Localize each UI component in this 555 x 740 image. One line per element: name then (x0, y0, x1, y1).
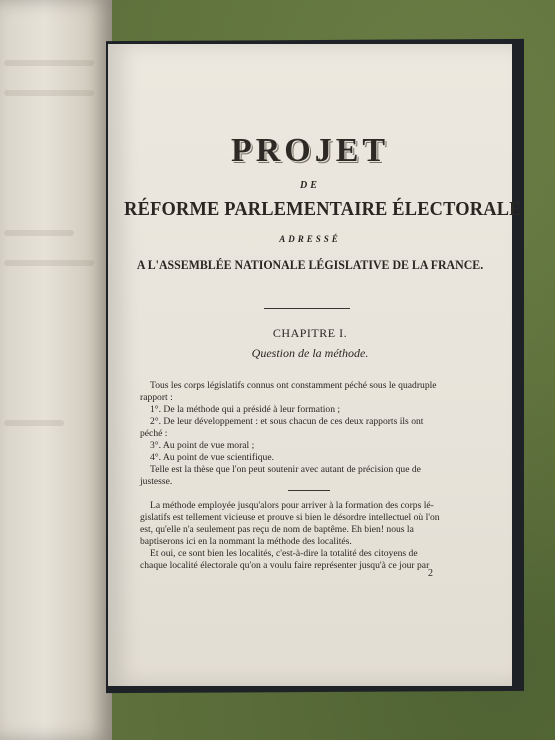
title-projet: PROJET (230, 132, 390, 169)
text-line: rapport : (140, 392, 173, 403)
signature-mark: 2 (428, 568, 433, 579)
title-main: RÉFORME PARLEMENTAIRE ÉLECTORALE (124, 198, 522, 220)
chapter-subheading: Question de la méthode. (251, 346, 369, 360)
text-line: justesse. (140, 476, 173, 487)
text-line: Telle est la thèse que l'on peut soutenir avec autant de précision que de (150, 464, 421, 475)
title-adresse: ADRESSÉ (279, 234, 341, 244)
title-assemblee: A L'ASSEMBLÉE NATIONALE LÉGISLATIVE DE LA FRANCE. (136, 258, 484, 272)
bleed-through-line (4, 260, 94, 266)
chapter-heading: CHAPITRE I. (272, 326, 348, 340)
text-line: 4°. Au point de vue scientifique. (150, 452, 275, 463)
left-page (0, 0, 112, 740)
text-line: chaque localité électorale qu'on a voulu faire représenter jusqu'à ce jour par (140, 560, 430, 571)
text-line: gislatifs est tellement vicieuse et prouve si bien le désordre intellectuel où l'on (140, 512, 440, 523)
bleed-through-line (4, 90, 94, 96)
title-de: DE (300, 180, 320, 191)
text-line: 2°. De leur développement : et sous chacun de ces deux rapports ils ont (150, 416, 424, 427)
short-divider-rule (288, 490, 330, 491)
bleed-through-line (4, 420, 64, 426)
text-line: Et oui, ce sont bien les localités, c'est-à-dire la totalité des citoyens de (150, 548, 418, 559)
divider-rule (264, 308, 350, 309)
bleed-through-line (4, 60, 94, 66)
text-line: 3°. Au point de vue moral ; (150, 440, 255, 451)
text-line: péché : (140, 428, 168, 439)
text-line: 1°. De la méthode qui a présidé à leur formation ; (150, 404, 341, 415)
text-line: baptiserons ici en la nommant la méthode des localités. (140, 536, 352, 547)
bleed-through-line (4, 230, 74, 236)
text-line: Tous les corps législatifs connus ont constamment péché sous le quadruple (150, 380, 437, 391)
right-page (108, 44, 522, 686)
text-line: est, qu'elle n'a seulement pas reçu de nom de baptême. Eh bien! nous la (140, 524, 414, 535)
text-line: La méthode employée jusqu'alors pour arriver à la formation des corps lé- (150, 500, 434, 511)
